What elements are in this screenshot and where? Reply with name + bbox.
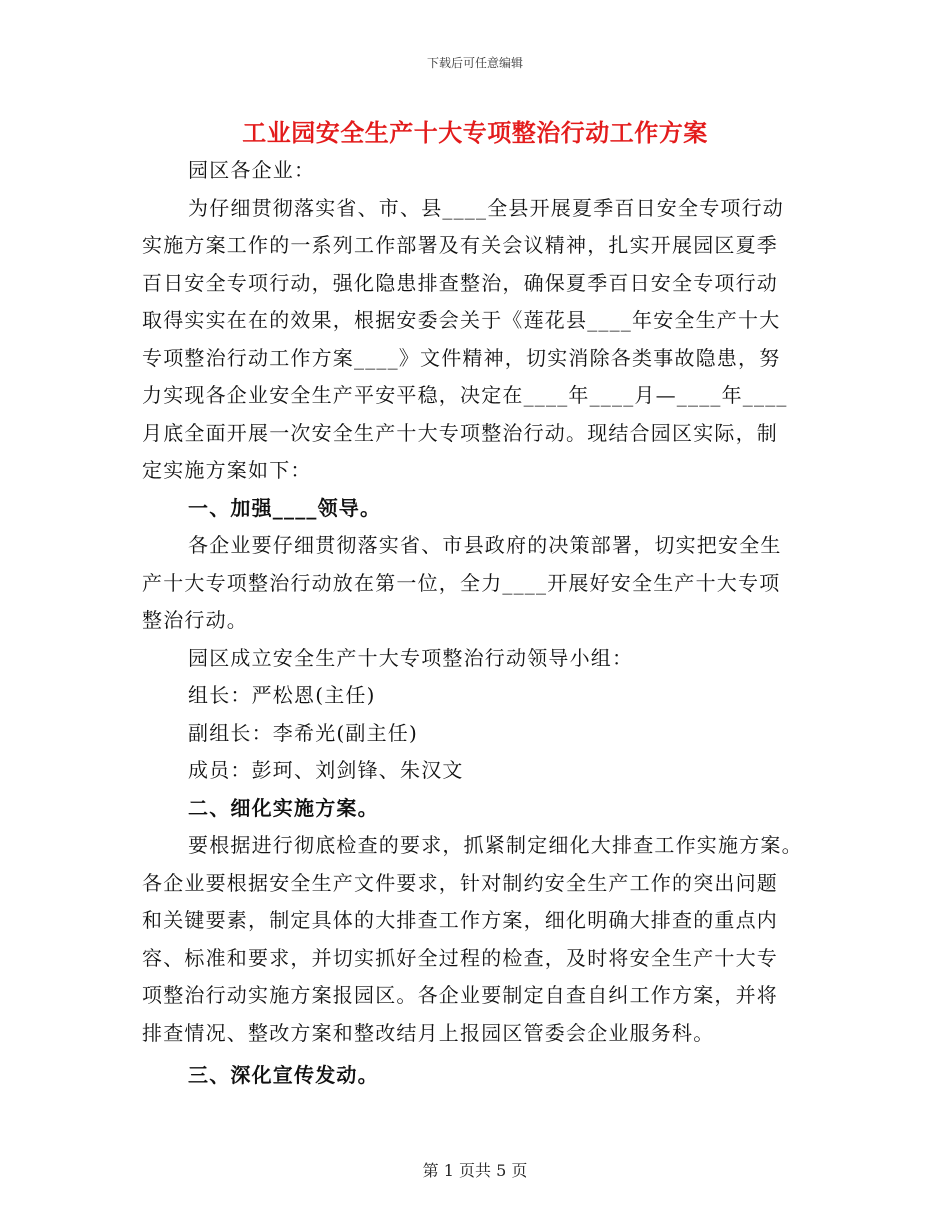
- team-deputy-leader: 副组长：李希光(副主任): [188, 720, 419, 745]
- paragraph-line: 百日安全专项行动，强化隐患排查整治，确保夏季百日安全专项行动: [142, 270, 778, 295]
- section-heading: 三、深化宣传发动。: [188, 1063, 379, 1087]
- paragraph-line: 实施方案工作的一系列工作部署及有关会议精神，扎实开展园区夏季: [142, 233, 778, 257]
- paragraph-line: 各企业要仔细贯彻落实省、市县政府的决策部署，切实把安全生: [188, 533, 782, 557]
- document-body: [142, 152, 808, 1095]
- paragraph-line: 项整治行动实施方案报园区。各企业要制定自查自纠工作方案，并将: [142, 983, 778, 1007]
- paragraph-line: 整治行动。: [142, 608, 248, 632]
- page-footer: 第 1 页共 5 页: [422, 1161, 528, 1180]
- paragraph-line: 要根据进行彻底检查的要求，抓紧制定细化大排查工作实施方案。: [188, 833, 803, 857]
- paragraph-line: 力实现各企业安全生产平安平稳，决定在____年____月—____年____: [142, 383, 788, 407]
- paragraph-line: 和关键要素，制定具体的大排查工作方案，细化明确大排查的重点内: [142, 908, 778, 932]
- paragraph-line: 排查情况、整改方案和整改结月上报园区管委会企业服务科。: [142, 1020, 715, 1045]
- section-heading: 二、细化实施方案。: [188, 795, 379, 820]
- paragraph-line: 取得实实在在的效果，根据安委会关于《莲花县____年安全生产十大: [142, 308, 781, 332]
- paragraph-line: 专项整治行动工作方案____》文件精神，切实消除各类事故隐患，努: [142, 345, 781, 370]
- salutation: 园区各企业：: [188, 158, 316, 182]
- paragraph-line: 定实施方案如下：: [142, 458, 312, 482]
- paragraph-line: 容、标准和要求，并切实抓好全过程的检查，及时将安全生产十大专: [142, 945, 778, 970]
- header-note: 下载后可任意编辑: [426, 56, 523, 70]
- section-heading: 一、加强____领导。: [188, 495, 382, 520]
- paragraph-line: 园区成立安全生产十大专项整治行动领导小组：: [188, 645, 634, 670]
- paragraph-line: 各企业要根据安全生产文件要求，针对制约安全生产工作的突出问题: [142, 870, 778, 895]
- paragraph-line: 产十大专项整治行动放在第一位，全力____开展好安全生产十大专项: [142, 570, 781, 595]
- document-title: 工业园安全生产十大专项整治行动工作方案: [242, 118, 708, 147]
- paragraph-line: 月底全面开展一次安全生产十大专项整治行动。现结合园区实际，制: [142, 420, 778, 445]
- paragraph-line: 为仔细贯彻落实省、市、县____全县开展夏季百日安全专项行动: [188, 195, 784, 220]
- team-members: 成员：彭珂、刘剑锋、朱汉文: [188, 758, 464, 782]
- team-leader: 组长：严松恩(主任): [188, 683, 376, 707]
